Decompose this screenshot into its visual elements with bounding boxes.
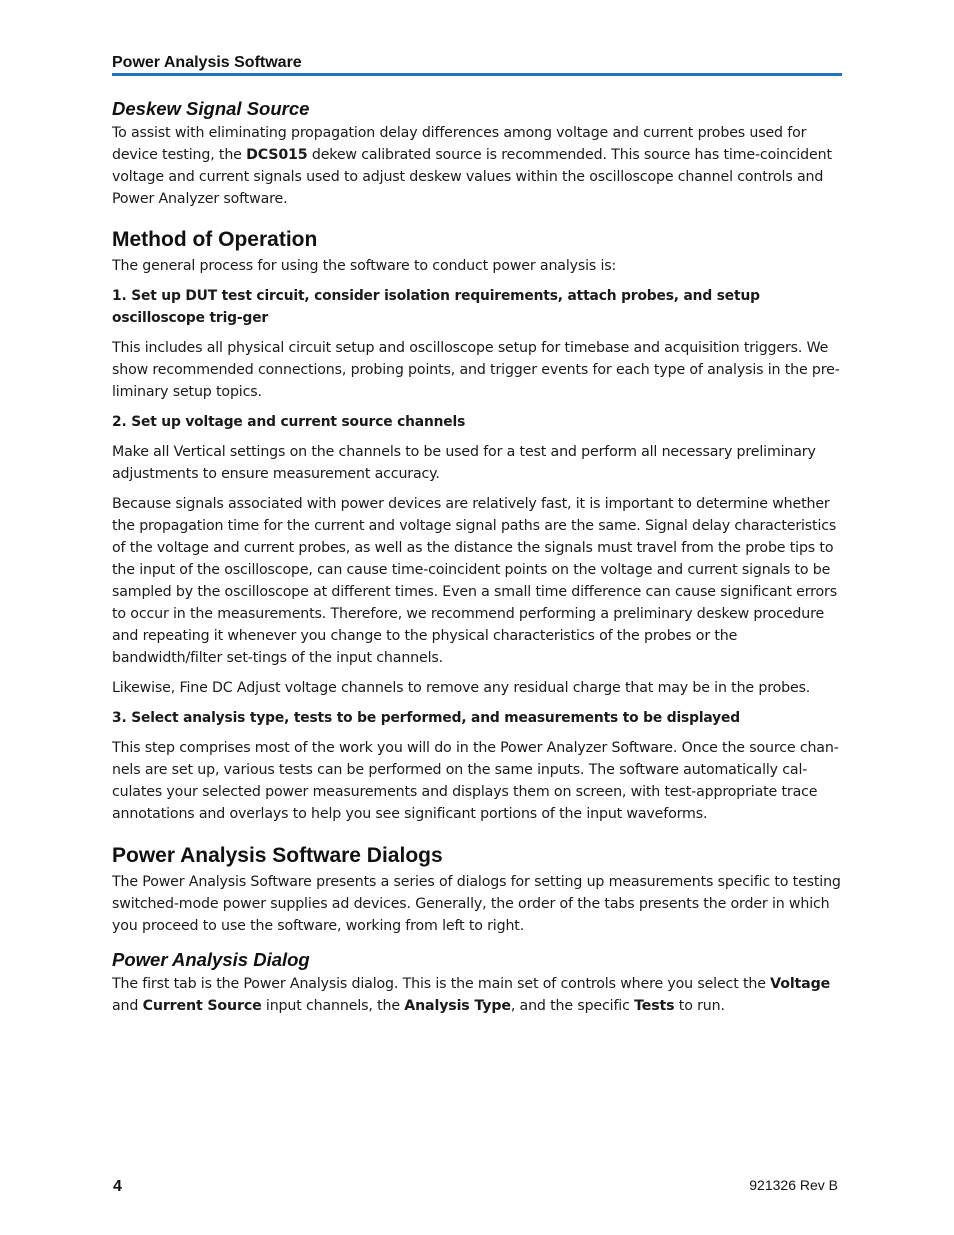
pa-text-3: input channels, the (261, 998, 405, 1014)
header-rule (112, 73, 842, 76)
dcs015-term: DCS015 (246, 147, 308, 163)
analysis-type-term: Analysis Type (404, 998, 511, 1014)
page-number: 4 (113, 1178, 122, 1195)
document-id: 921326 Rev B (749, 1177, 838, 1193)
step-1-body: This includes all physical circuit setup and oscilloscope setup for timebase and acquisition triggers. We show recommended connections, probing points, and trigger events for each type of analysis in the pre-liminary setup topics. (112, 340, 840, 400)
dialogs-paragraph: The Power Analysis Software presents a series of dialogs for setting up measurements specific to testing switched-mode power supplies ad devices. Generally, the order of the tabs presents the order in which you proceed to use the software, working from left to right. (112, 874, 841, 934)
pa-text-4: , and the specific (510, 998, 635, 1014)
heading-method-of-operation: Method of Operation (112, 228, 318, 251)
step-3-heading: 3. Select analysis type, tests to be performed, and measurements to be displayed (112, 710, 740, 726)
step-2-body-1: Make all Vertical settings on the channels to be used for a test and perform all necessary preliminary adjustments to ensure measurement accuracy. (112, 444, 816, 482)
current-source-term: Current Source (142, 998, 262, 1014)
heading-power-analysis-dialog: Power Analysis Dialog (112, 949, 310, 970)
pa-text-5: to run. (674, 998, 725, 1014)
pa-text-1: The first tab is the Power Analysis dialog. This is the main set of controls where you select the (112, 976, 771, 992)
step-2-body-3: Likewise, Fine DC Adjust voltage channels to remove any residual charge that may be in the probes. (112, 680, 811, 696)
pa-text-2: and (112, 998, 143, 1014)
deskew-text-2: dekew calibrated source is recommended. This source has time-coincident voltage and current signals used to adjust deskew values within the oscilloscope channel controls and Power Analyzer software. (112, 147, 832, 207)
page-content (112, 98, 848, 1025)
step-1-heading: 1. Set up DUT test circuit, consider isolation requirements, attach probes, and setup oscilloscope trig-ger (112, 288, 760, 326)
voltage-term: Voltage (770, 976, 831, 992)
step-2-heading: 2. Set up voltage and current source channels (112, 414, 466, 430)
heading-deskew-signal-source: Deskew Signal Source (112, 98, 310, 119)
method-intro: The general process for using the software to conduct power analysis is: (112, 258, 617, 274)
running-header-title: Power Analysis Software (112, 54, 302, 71)
deskew-text-1: To assist with eliminating propagation delay differences among voltage and current probes used for device testing, the (112, 125, 807, 163)
pa-dialog-paragraph (112, 973, 848, 1017)
heading-power-analysis-software-dialogs: Power Analysis Software Dialogs (112, 844, 443, 867)
step-3-body: This step comprises most of the work you will do in the Power Analyzer Software. Once the source chan-nels are set up, various tests can be performed on the same inputs. The software automatically cal-culates your selected power measurements and displays them on screen, with test-appropriate trace annotations and overlays to help you see significant portions of the input waveforms. (112, 740, 839, 822)
step-2-body-2: Because signals associated with power devices are relatively fast, it is important to determine whether the propagation time for the current and voltage signal paths are the same. Signal delay characteristics of the voltage and current probes, as well as the distance the signals must travel from the probe tips to the input of the oscilloscope, can cause time-coincident points on the voltage and current signals to be sampled by the oscilloscope at different times. Even a small time difference can cause significant errors to occur in the measurements. Therefore, we recommend performing a preliminary deskew procedure and repeating it whenever you change to the physical characteristics of the probes or the bandwidth/filter set-tings of the input channels. (112, 496, 837, 666)
tests-term: Tests (634, 998, 675, 1014)
deskew-paragraph (112, 122, 848, 210)
